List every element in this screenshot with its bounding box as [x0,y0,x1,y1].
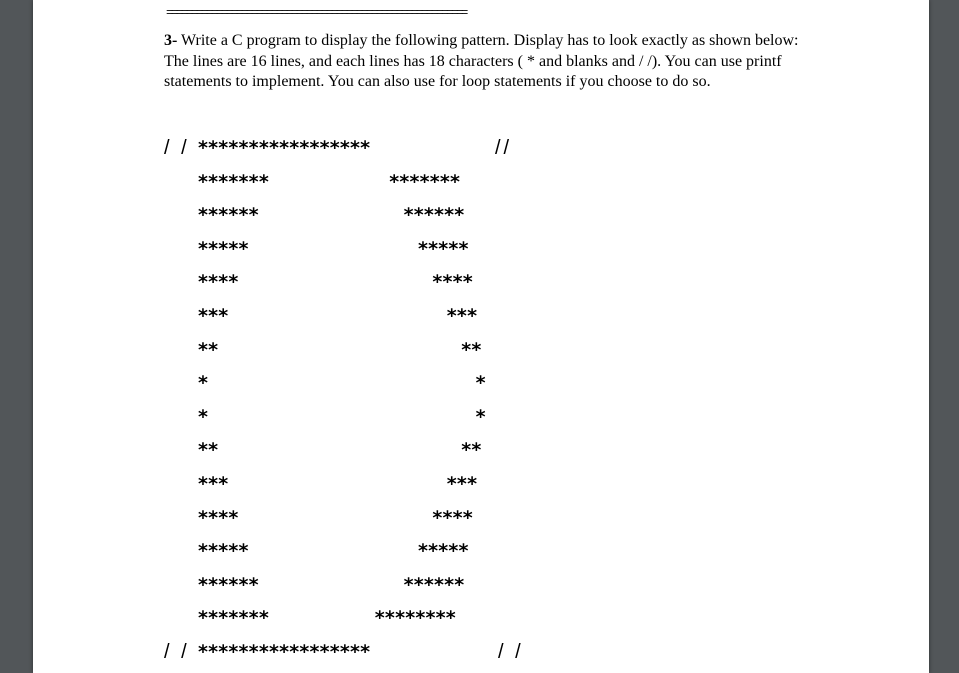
row-left-stars: ******* [198,170,269,193]
row-right-stars: * [475,372,486,395]
row-right-stars: ** [461,439,482,462]
border-stars: ***************** [198,640,371,663]
pattern-row [164,372,524,406]
row-left-stars: *** [198,304,229,327]
pattern-bottom-border [164,641,524,673]
row-right-stars: **** [432,271,473,294]
pattern-row [164,204,524,238]
pattern-row [164,305,524,339]
pattern-top-border [164,137,524,171]
row-right-stars: **** [432,506,473,529]
row-left-stars: ** [198,338,219,361]
row-left-stars: **** [198,271,239,294]
row-right-stars: *** [446,304,478,327]
pattern-row [164,540,524,574]
pattern-row [164,406,524,440]
border-left-slashes: / / [164,137,190,159]
pattern-row [164,271,524,305]
row-left-stars: * [198,405,209,428]
border-right-slashes: / / [498,640,524,663]
row-right-stars: *** [446,472,478,495]
row-left-stars: ****** [198,573,259,596]
row-right-stars: ****** [403,573,465,596]
question-number: 3- [164,32,178,49]
row-left-stars: ** [198,439,219,462]
pattern-row [164,238,524,272]
pattern-row [164,439,524,473]
row-left-stars: *** [198,472,229,495]
row-left-stars: ****** [198,204,259,227]
border-right-slashes: // [495,137,513,159]
border-left-slashes: / / [164,640,190,663]
pattern-rows [164,171,524,641]
pattern-row [164,507,524,541]
row-right-stars: ***** [418,237,469,260]
row-left-stars: ******* [198,607,269,630]
row-right-stars: ******* [389,170,461,193]
border-stars: ***************** [198,137,371,159]
pattern-row [164,171,524,205]
question-body: Write a C program to display the following pattern. Display has to look exactly as shown below: The lines are 16 lines, and each lines has 18 characters ( * and blanks and / /). You can use printf statements to implement. You can also use for loop statements if you choose to do so. [164,32,799,90]
row-left-stars: * [198,372,209,395]
pattern-row [164,574,524,608]
row-right-stars: ****** [403,204,465,227]
row-right-stars: ***** [418,540,469,563]
pattern-row [164,473,524,507]
row-right-stars: ** [461,338,482,361]
question-text [164,31,814,93]
star-pattern [164,137,524,673]
row-left-stars: ***** [198,237,249,260]
row-right-stars: * [475,405,486,428]
document-page [33,0,929,673]
row-left-stars: ***** [198,540,249,563]
pattern-row [164,339,524,373]
row-right-stars: ******** [374,607,456,630]
separator-line: ============================================================ [166,7,467,20]
row-left-stars: **** [198,506,239,529]
pattern-row [164,607,524,641]
